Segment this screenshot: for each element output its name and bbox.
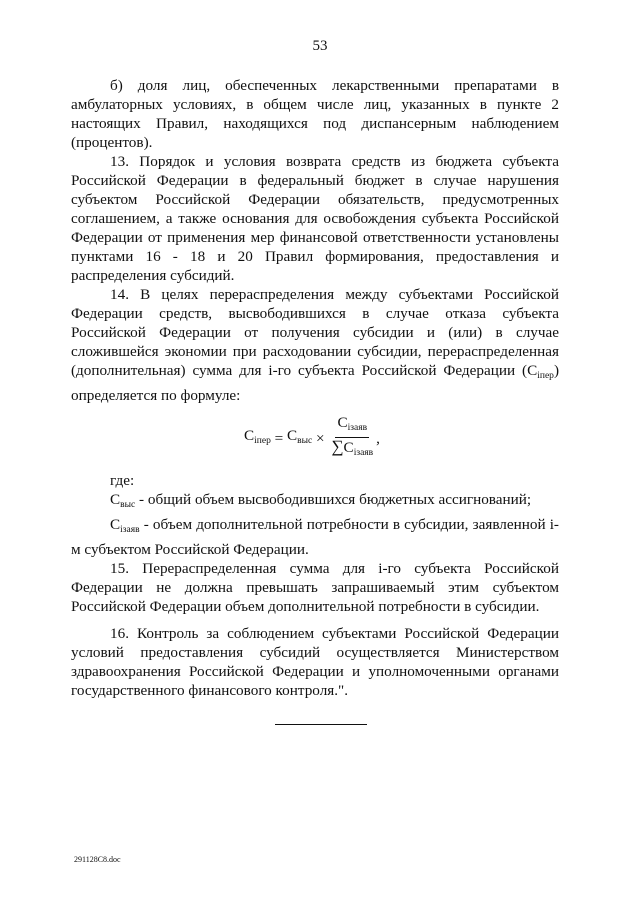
document-body — [71, 76, 559, 700]
paragraph-13: 13. Порядок и условия возврата средств из бюджета субъекта Российской Федерации в федеральный бюджет в случае нарушения субъектом Российской Федерации обязательств, предусмотренных соглашением, а также основания для освобождения субъекта Российской Федерации от применения мер финансовой ответственности установлены пунктами 16 - 18 и 20 Правил формирования, предоставления и распределения субсидий. — [71, 153, 559, 284]
paragraph-14-text: 14. В целях перераспределения между субъектами Российской Федерации средств, высвободившихся в случае отказа субъекта Российской Федерации от получения субсидии и (или) в случае сложившейся экономии при расходовании субсидии, перераспределенная (дополнительная) сумма для i-го субъекта Российской Федерации (C — [71, 286, 559, 379]
definition-requested: $C_{iзаяв}$ - объем дополнительной потребности в субсидии, заявленной i-м субъектом Российской Федерации. — [71, 516, 559, 558]
formula-times: × — [312, 429, 329, 447]
definition-released: $C_{выс}$ - общий объем высвободившихся бюджетных ассигнований; — [110, 491, 532, 510]
paragraph-14 — [71, 285, 559, 405]
paragraph-16: 16. Контроль за соблюдением субъектами Российской Федерации условий предоставления субсидий осуществляется Министерством здравоохранения Российской Федерации и уполномоченными органами государственного финансового контроля.". — [71, 625, 559, 699]
document-code: 291128C8.doc — [74, 855, 121, 864]
redistribution-formula — [71, 409, 559, 465]
paragraph-15: 15. Перераспределенная сумма для i-го субъекта Российской Федерации не должна превышать запрашиваемый этим субъектом Российской Федерации объем дополнительной потребности в субсидии. — [71, 560, 559, 615]
closing-rule — [275, 724, 367, 725]
formula-denominator: $\sum C_{iзаяв}$ — [331, 437, 374, 458]
paragraph-b: б) доля лиц, обеспеченных лекарственными препаратами в амбулаторных условиях, в общем числе лиц, указанных в пункте 2 настоящих Правил, находящихся под диспансерным наблюдением (процентов). — [71, 77, 559, 151]
paragraph-14-end: ) определяется по формуле: — [71, 362, 559, 404]
formula-lhs: $C_{iпер}$ — [244, 426, 271, 446]
paragraph-14-subscript: iпер — [537, 371, 554, 381]
formula-equals: = — [270, 429, 288, 447]
page-number: 53 — [312, 38, 328, 54]
formula-released-amount: $C_{выс}$ — [287, 426, 313, 446]
where-label: где: — [110, 472, 135, 489]
formula-fraction — [331, 414, 373, 462]
formula-numerator: $C_{iзаяв}$ — [335, 414, 369, 438]
formula-comma: , — [376, 429, 380, 447]
